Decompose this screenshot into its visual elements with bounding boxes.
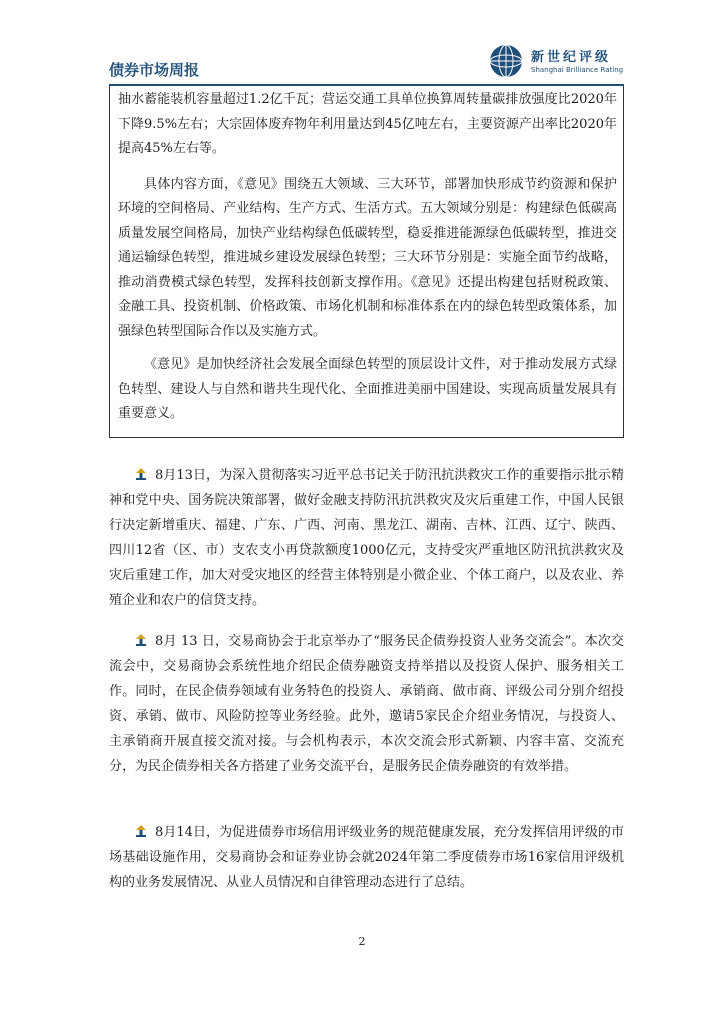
news-text: 8月 13 日，交易商协会于北京举办了“服务民企债券投资人业务交流会”。本次交流会中，交易商协会系统性地介绍民企债券融资支持举措以及投资人保护、服务相关工作。同时，在民企债券领域有业务特色的投资人、承销商、做市商、评级公司分别介绍投资、承销、做市、风险防控等业务经验。此外，邀请5家民企介绍业务情况，与投资人、主承销商开展直接交流对接。与会机构表示，本次交流会形式新颖、内容丰富、交流充分，为民企债券相关各方搭建了业务交流平台，是服务民企债券融资的有效举措。 — [109, 634, 624, 774]
box-paragraph-3: 《意见》是加快经济社会发展全面绿色转型的顶层设计文件，对于推动发展方式绿色转型、建设人与自然和谐共生现代化、全面推进美丽中国建设、实现高质量发展具有重要意义。 — [118, 357, 617, 421]
arrow-bullet-icon — [135, 634, 147, 646]
company-logo — [489, 44, 624, 80]
policy-box — [109, 86, 624, 438]
news-item — [109, 463, 624, 613]
page-number: 2 — [358, 935, 366, 948]
box-paragraph-2: 具体内容方面，《意见》围绕五大领域、三大环节，部署加快形成节约资源和保护环境的空间格局、产业结构、生产方式、生活方式。五大领域分别是：构建绿色低碳高质量发展空间格局，加快产业结构绿色低碳转型，稳妥推进能源绿色低碳转型，推进交通运输绿色转型，推进城乡建设发展绿色转型；三大环节分别是：实施全面节约战略，推动消费模式绿色转型，发挥科技创新支撑作用。《意见》还提出构建包括财税政策、金融工具、投资机制、价格政策、市场化机制和标准体系在内的绿色转型政策体系，加强绿色转型国际合作以及实施方式。 — [118, 176, 617, 339]
box-paragraph-1: 抽水蓄能装机容量超过1.2亿千瓦；营运交通工具单位换算周转量碳排放强度比2020年下降9.5%左右；大宗固体废弃物年利用量达到45亿吨左右，主要资源产出率比2020年提高45%左右等。 — [118, 92, 617, 156]
news-text: 8月14日，为促进债券市场信用评级业务的规范健康发展，充分发挥信用评级的市场基础设施作用，交易商协会和证券业协会就2024年第二季度债券市场16家信用评级机构的业务发展情况、从业人员情况和自律管理动态进行了总结。 — [109, 825, 624, 890]
logo-text-en: Shanghai Brilliance Rating — [531, 66, 624, 74]
news-text: 8月13日，为深入贯彻落实习近平总书记关于防汛抗洪救灾工作的重要指示批示精神和党中央、国务院决策部署，做好金融支持防汛抗洪救灾及灾后重建工作，中国人民银行决定新增重庆、福建、广东、广西、河南、黑龙江、湖南、吉林、江西、辽宁、陕西、四川12省（区、市）支农支小再贷款额度1000亿元，支持受灾严重地区防汛抗洪救灾及灾后重建工作，加大对受灾地区的经营主体特别是小微企业、个体工商户，以及农业、养殖企业和农户的信贷支持。 — [109, 468, 624, 608]
news-item — [109, 629, 624, 779]
logo-text-cn: 新世纪评级 — [531, 50, 612, 65]
header-title: 债券市场周报 — [109, 61, 200, 79]
news-item — [109, 820, 624, 895]
page-header — [109, 40, 624, 86]
arrow-bullet-icon — [135, 825, 147, 837]
globe-logo-icon — [489, 44, 523, 78]
arrow-bullet-icon — [135, 468, 147, 480]
